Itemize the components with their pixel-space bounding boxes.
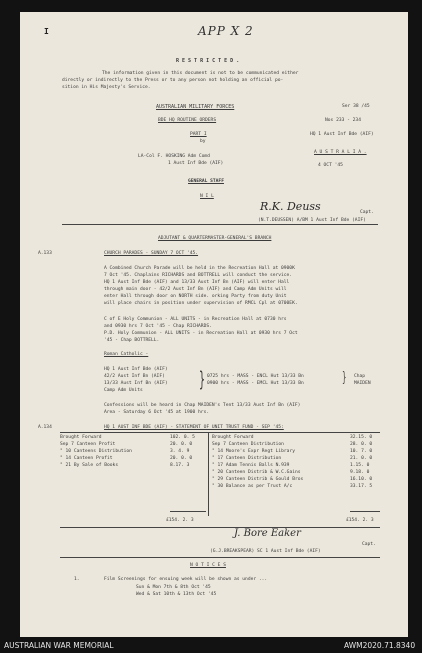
ledger-entry-label: " 30 Balance as per Trust A/c (212, 484, 293, 489)
ledger-divider (208, 432, 209, 516)
ledger-entry-label: " 14 Canteen Profit (60, 456, 113, 461)
rc-heading: Roman Catholic - (104, 352, 149, 357)
paragraph-line: enter Hall through door on NORTH side. orking Party from duty Unit (104, 294, 287, 299)
ledger-entry-amount: 20. 0. 0 (170, 456, 193, 461)
ledger-rule (350, 511, 380, 512)
paragraph-line: Area - Saturday 6 Oct '45 at 1900 hrs. (104, 410, 210, 415)
ledger-entry-label: " 17 Adam Tennis Balls N.939 (212, 463, 290, 468)
ledger-entry-amount: 33.17. 5 (350, 484, 373, 489)
ledger-bottom-line (60, 527, 380, 528)
paragraph-line: 7 Oct '45. Chaplains RICHARDS and BOTTRELL will conduct the service. (104, 273, 293, 278)
ledger-entry-label: " 17 Canteen Distribution (212, 456, 282, 461)
ledger-entry-amount: 3. 4. 9 (170, 449, 190, 454)
ledger-entry-label: Brought Forward (60, 435, 102, 440)
notice-line: Film Screenings for ensuing week will be shown as under ... (104, 577, 268, 582)
ledger-entry-label: Sep 7 Canteen Profit (60, 442, 116, 447)
part-label: PART I (190, 132, 207, 137)
force-heading: AUSTRALIAN MILITARY FORCES (156, 104, 235, 110)
ledger-entry-label: " 20 Canteen Distrib & W.C.Gains (212, 470, 301, 475)
ledger-entry-amount: 10. 7. 0 (350, 449, 373, 454)
notice-line: Wed & Sat 10th & 13th Oct '45 (136, 592, 217, 597)
ledger-entry-label: " 21 By Sale of Books (60, 463, 119, 468)
paragraph-line: Confessions will be heard in Chap MAIDEN's Tent 13/33 Aust Inf Bn (AIF) (104, 403, 301, 408)
restriction-notice-line: The information given in this document is not to be communicated either (102, 71, 299, 76)
rc-chaplain-label: Chap (354, 374, 366, 379)
general-staff-value: N I L (200, 194, 214, 199)
signature-rank: Capt. (362, 542, 376, 547)
ledger-entry-amount: 8.17. 3 (170, 463, 190, 468)
ledger-top-line (60, 432, 380, 433)
rc-time: 0725 hrs - MASS - ENCL Hut 13/33 Bn (207, 374, 304, 379)
divider-line (62, 224, 378, 225)
serial-number: Ser 38 /45 (342, 104, 370, 109)
ledger-entry-label: " 10 Canteens Distribution (60, 449, 132, 454)
signature-rank: Capt. (360, 210, 374, 215)
ledger-entry-amount: 102. 0. 5 (170, 435, 195, 440)
commander-unit: 1 Aust Inf Bde (AIF) (168, 161, 224, 166)
ledger-entry-amount: 28. 0. 0 (350, 442, 373, 447)
item-number: A.134 (38, 425, 52, 430)
ledger-entry-label: Sep 7 Canteen Distribution (212, 442, 284, 447)
brace: } (199, 367, 206, 391)
item-title: HQ 1 AUST INF BDE (AIF) - STATEMENT OF UNIT TRUST FUND - SEP '45: (104, 425, 284, 430)
paragraph-line: C of E Holy Communion - ALL UNITS - in Recreation Hall at 0730 hrs (104, 317, 287, 322)
ledger-entry-label: " 14 Moore's Expr Regt Library (212, 449, 295, 454)
by-label: by (200, 139, 206, 144)
paragraph-line: A Combined Church Parade will be held in the Recreation Hall at 0900K (104, 266, 295, 271)
rc-unit: 13/33 Aust Inf Bn (AIF) (104, 381, 168, 386)
paragraph-line: and 0930 hrs 7 Oct '45 - Chap RICHARDS. (104, 324, 212, 329)
ledger-entry-amount: 16.10. 0 (350, 477, 373, 482)
punch-hole-mark: I (44, 27, 49, 36)
ledger-entry-amount: 1.15. 0 (350, 463, 370, 468)
paragraph-line: through main door - 42/2 Aust Inf Bn (AIF) and Camp Adm Units will (104, 287, 287, 292)
commander-rank: LA-Col F. HOSKING Adm Comd (138, 154, 210, 159)
rc-unit: Camp Adm Units (104, 388, 143, 393)
order-numbers: Nos 233 - 234 (325, 118, 361, 123)
paragraph-line: HQ 1 Aust Inf Bde (AIF) and 13/33 Aust Inf Bn (AIF) will enter Hall (104, 280, 290, 285)
general-staff-heading: GENERAL STAFF (188, 179, 224, 184)
item-number: A.133 (38, 251, 52, 256)
paragraph-line: P.D. Holy Communion - ALL UNITS - in Recreation Hall at 0930 hrs 7 Oct (104, 331, 298, 336)
ledger-rule (170, 511, 206, 512)
place-label: A U S T R A L I A . (314, 150, 367, 155)
document-page (20, 12, 408, 637)
notice-line: Sun & Mon 7th & 8th Oct '45 (136, 585, 211, 590)
order-date: 4 OCT '45 (318, 163, 343, 168)
handwritten-annotation: APP X 2 (198, 24, 254, 38)
ledger-entry-amount: 21. 0. 0 (350, 456, 373, 461)
item-title: CHURCH PARADES - SUNDAY 7 OCT '45. (104, 251, 199, 256)
ledger-entry-amount: 9.18. 0 (350, 470, 370, 475)
rc-chaplain-name: MAIDEN (354, 381, 371, 386)
archive-accession-id: AWM2020.71.8340 (344, 641, 416, 650)
notice-number: 1. (74, 577, 80, 582)
signature-block: (G.J.BREAKSPEAR) SC 1 Aust Inf Bde (AIF) (210, 549, 321, 554)
classification-label: R E S T R I C T E D . (176, 58, 240, 64)
orders-title: BDE HQ ROUTINE ORDERS (158, 118, 217, 123)
divider-line (60, 557, 380, 558)
notices-heading: N O T I C E S (190, 563, 226, 568)
ledger-total-left: £154. 2. 3 (166, 518, 194, 523)
rc-unit: 42/2 Aust Inf Bn (AIF) (104, 374, 165, 379)
ag-branch-heading: ADJUTANT & QUARTERMASTER-GENERAL'S BRANCH (158, 236, 272, 241)
hq-label: HQ 1 Aust Inf Bde (AIF) (310, 132, 374, 137)
signature-deussen: R.K. Deuss (260, 200, 321, 213)
signature-block: (N.T.DEUSSEN) A/BM 1 Aust Inf Bde (AIF) (258, 218, 366, 223)
ledger-entry-amount: 20. 0. 0 (170, 442, 193, 447)
ledger-entry-amount: 32.15. 0 (350, 435, 373, 440)
paragraph-line: '45 - Chap BOTTRELL. (104, 338, 160, 343)
ledger-entry-label: " 29 Canteen Distrib & Gould Bros (212, 477, 304, 482)
restriction-notice-line: directly or indirectly to the Press or to any person not holding an official po- (62, 78, 284, 83)
ledger-total-right: £154. 2. 3 (346, 518, 374, 523)
brace: } (342, 370, 347, 386)
rc-unit: HQ 1 Aust Inf Bde (AIF) (104, 367, 168, 372)
archive-name: AUSTRALIAN WAR MEMORIAL (4, 641, 114, 650)
rc-time: 0900 hrs - MASS - EMCL Hut 13/33 Bn (207, 381, 304, 386)
signature-breakspear: J. Bore Eaker (234, 528, 301, 539)
ledger-entry-label: Brought Forward (212, 435, 254, 440)
paragraph-line: will place chairs in position under supervision of RMCL Cpl at 0700EK. (104, 301, 298, 306)
restriction-notice-line: sition in His Majesty's Service. (62, 85, 151, 90)
